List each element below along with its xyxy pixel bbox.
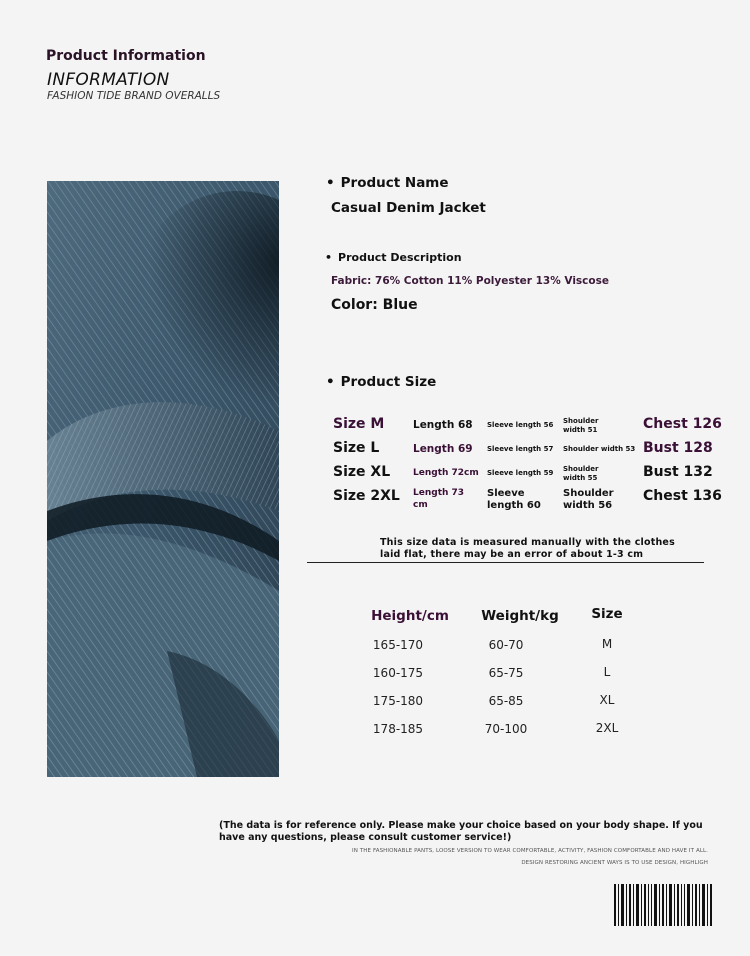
sleeve-value: Sleeve length 56 xyxy=(487,421,554,429)
column-header: Size xyxy=(591,606,623,622)
size-label: Size 2XL xyxy=(333,488,400,504)
info-subtitle: FASHION TIDE BRAND OVERALLS xyxy=(47,90,221,102)
divider xyxy=(307,562,704,563)
shoulder-value: Shoulder width 51 xyxy=(563,417,599,434)
size-label: Size XL xyxy=(333,464,391,480)
height-cell: 160-175 xyxy=(372,666,424,680)
size-cell: L xyxy=(603,665,611,679)
weight-cell: 60-70 xyxy=(488,638,524,652)
length-value: Length 72cm xyxy=(413,468,479,478)
denim-fabric-photo xyxy=(47,181,279,777)
shoulder-value: Shoulder width 53 xyxy=(563,445,636,453)
measurement-note: This size data is measured manually with the clothes laid flat, there may be an error of about 1-3 cm xyxy=(380,537,675,560)
product-description-heading: • Product Description xyxy=(325,251,462,264)
size-label: Size L xyxy=(333,440,380,456)
chest-value: Bust 132 xyxy=(643,464,713,480)
info-heading: INFORMATION xyxy=(47,70,170,90)
weight-cell: 70-100 xyxy=(484,722,528,736)
fabric-composition: Fabric: 76% Cotton 11% Polyester 13% Viscose xyxy=(331,275,609,287)
weight-cell: 65-85 xyxy=(488,694,524,708)
disclaimer: (The data is for reference only. Please make your choice based on your body shape. If you have any questions, please consult customer service!) xyxy=(219,820,703,843)
shoulder-value: Shoulder width 55 xyxy=(563,465,599,482)
barcode-icon xyxy=(614,884,712,926)
fine-print-line: IN THE FASHIONABLE PANTS, LOOSE VERSION TO WEAR COMFORTABLE, ACTIVITY, FASHION COMFORTABLE AND HAVE IT ALL. xyxy=(352,848,708,854)
chest-value: Bust 128 xyxy=(643,440,713,456)
sleeve-value: Sleeve length 59 xyxy=(487,469,554,477)
length-value: Length 68 xyxy=(413,419,473,431)
column-header: Height/cm xyxy=(371,608,449,624)
product-name-heading: • Product Name xyxy=(326,175,449,191)
chest-value: Chest 136 xyxy=(643,488,722,504)
product-color: Color: Blue xyxy=(331,297,418,313)
product-size-heading: • Product Size xyxy=(326,374,436,390)
height-cell: 165-170 xyxy=(372,638,424,652)
sleeve-value: Sleeve length 57 xyxy=(487,445,554,453)
size-cell: XL xyxy=(599,693,615,707)
size-label: Size M xyxy=(333,416,385,432)
column-header: Weight/kg xyxy=(481,608,559,624)
sleeve-value: Sleeve length 60 xyxy=(487,488,541,511)
shoulder-value: Shoulder width 56 xyxy=(563,488,614,511)
weight-cell: 65-75 xyxy=(488,666,524,680)
height-cell: 178-185 xyxy=(372,722,424,736)
chest-value: Chest 126 xyxy=(643,416,722,432)
length-value: Length 73 cm xyxy=(413,488,465,510)
product-name: Casual Denim Jacket xyxy=(331,200,486,216)
length-value: Length 69 xyxy=(413,443,473,455)
section-title: Product Information xyxy=(46,48,206,64)
fine-print-line: DESIGN RESTORING ANCIENT WAYS IS TO USE DESIGN, HIGHLIGH xyxy=(521,860,708,866)
height-cell: 175-180 xyxy=(372,694,424,708)
size-cell: 2XL xyxy=(595,721,619,735)
size-cell: M xyxy=(601,637,613,651)
